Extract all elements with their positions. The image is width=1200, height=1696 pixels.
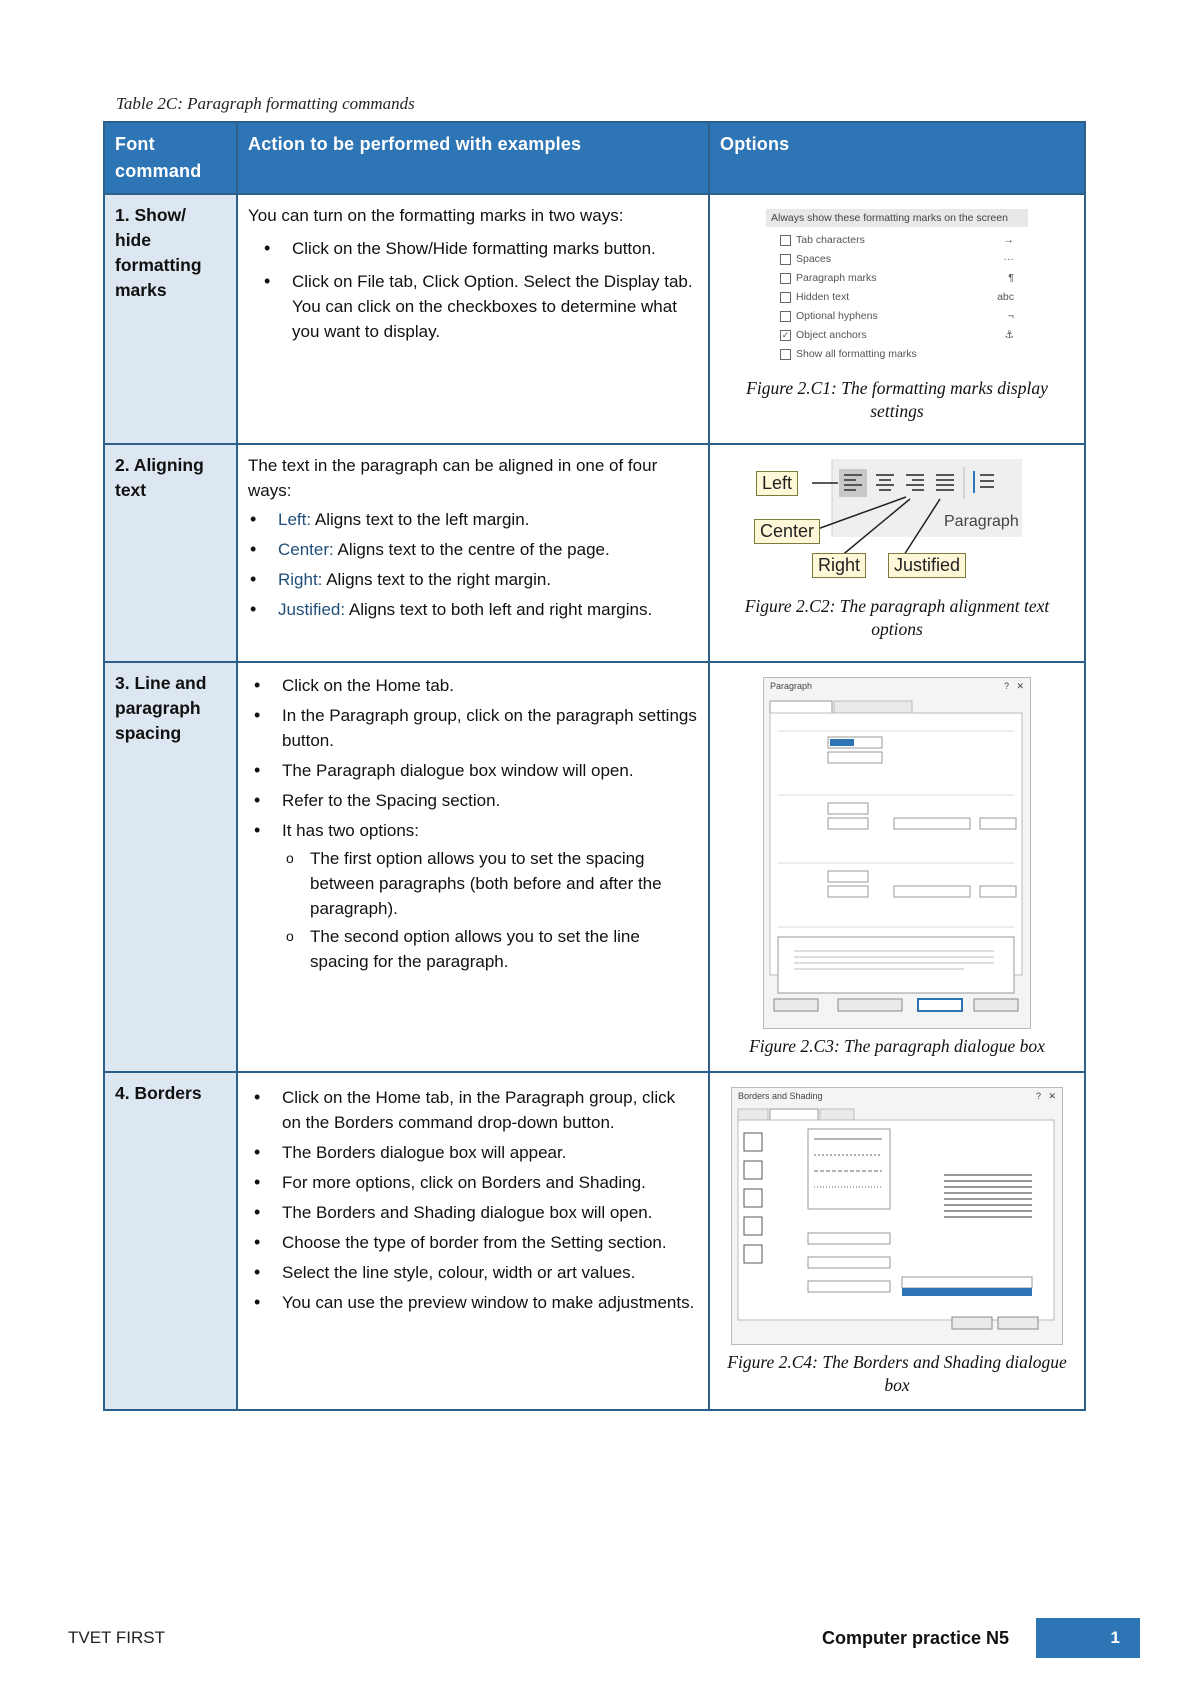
- figure-caption: Figure 2.C1: The formatting marks display settings: [746, 378, 1048, 421]
- alignment-ribbon-screenshot: [754, 459, 1040, 589]
- paragraph-dialog-screenshot: [763, 677, 1031, 1029]
- label-justified: Justified: [888, 553, 966, 578]
- paragraph-commands-table: [103, 121, 1086, 1411]
- table-row: [104, 1072, 1085, 1410]
- dialog-title: Paragraph: [770, 681, 813, 691]
- header-action: Action to be performed with examples: [237, 122, 709, 194]
- list-item: [278, 507, 698, 532]
- header-options: Options: [709, 122, 1085, 194]
- close-icon[interactable]: ? ✕: [1035, 1091, 1056, 1101]
- command-cell: 1. Show/ hide formatting marks: [104, 194, 237, 444]
- options-cell: [709, 662, 1085, 1072]
- list-item: • Select the line style, colour, width or art values.: [282, 1260, 698, 1285]
- action-cell: [237, 444, 709, 662]
- mark-symbol: ···: [1003, 253, 1014, 265]
- command-cell: 4. Borders: [104, 1072, 237, 1410]
- checkbox-icon[interactable]: [780, 292, 791, 303]
- options-cell: [709, 1072, 1085, 1410]
- dialog-body-drawing: [764, 695, 1028, 1015]
- figure-caption: Figure 2.C3: The paragraph dialogue box: [749, 1036, 1045, 1056]
- list-item: • Refer to the Spacing section.: [282, 788, 698, 813]
- list-item: [278, 567, 698, 592]
- mark-label: Show all formatting marks: [796, 348, 917, 360]
- list-item: • In the Paragraph group, click on the paragraph settings button.: [282, 703, 698, 753]
- mark-label: Tab characters: [796, 234, 865, 246]
- action-intro: The text in the paragraph can be aligned in one of four ways:: [248, 456, 658, 500]
- checkbox-icon[interactable]: [780, 349, 791, 360]
- align-keyword: Right:: [278, 570, 323, 589]
- shot-title: Always show these formatting marks on the screen: [766, 209, 1028, 227]
- sub-list-item: o The second option allows you to set the line spacing for the paragraph.: [310, 924, 698, 974]
- checkbox-icon[interactable]: [780, 235, 791, 246]
- list-item: • Click on the Show/Hide formatting marks button.: [292, 236, 698, 261]
- sub-list-item: o The first option allows you to set the spacing between paragraphs (both before and after the paragraph).: [310, 846, 698, 921]
- list-item: [278, 597, 698, 622]
- formatting-marks-screenshot: [766, 209, 1028, 371]
- align-desc: Aligns text to the centre of the page.: [333, 540, 610, 559]
- list-item: • Choose the type of border from the Setting section.: [282, 1230, 698, 1255]
- footer-book-title: Computer practice N5: [822, 1628, 1010, 1648]
- align-keyword: Justified:: [278, 600, 346, 619]
- mark-symbol: ¬: [1007, 310, 1014, 322]
- table-header-row: [104, 122, 1085, 194]
- label-right: Right: [812, 553, 866, 578]
- mark-label: Hidden text: [796, 291, 850, 303]
- table-row: [104, 194, 1085, 444]
- mark-label: Optional hyphens: [796, 310, 878, 322]
- header-font-command: Font command: [104, 122, 237, 194]
- align-keyword: Left:: [278, 510, 312, 529]
- checkbox-icon[interactable]: [780, 254, 791, 265]
- table-row: [104, 662, 1085, 1072]
- action-cell: [237, 1072, 709, 1410]
- command-cell: 3. Line and paragraph spacing: [104, 662, 237, 1072]
- list-item: • The Borders and Shading dialogue box will open.: [282, 1200, 698, 1225]
- label-center: Center: [754, 519, 820, 544]
- mark-label: Spaces: [796, 253, 832, 265]
- checkbox-icon[interactable]: [780, 311, 791, 322]
- list-item: • You can use the preview window to make adjustments.: [282, 1290, 698, 1315]
- figure-caption: Figure 2.C2: The paragraph alignment text options: [744, 596, 1050, 639]
- list-item: [282, 818, 698, 974]
- label-left: Left: [756, 471, 798, 496]
- checkbox-icon[interactable]: [780, 273, 791, 284]
- command-cell: 2. Aligning text: [104, 444, 237, 662]
- options-cell: [709, 444, 1085, 662]
- mark-symbol: abc: [997, 291, 1014, 303]
- action-intro: You can turn on the formatting marks in two ways:: [248, 206, 624, 225]
- mark-symbol: ⚓: [1004, 329, 1014, 341]
- borders-dialog-drawing: [732, 1105, 1060, 1339]
- align-desc: Aligns text to the right margin.: [322, 570, 552, 589]
- list-item: [278, 537, 698, 562]
- mark-symbol: ¶: [1008, 272, 1014, 284]
- mark-symbol: →: [1003, 234, 1014, 246]
- figure-caption: Figure 2.C4: The Borders and Shading dialogue box: [727, 1352, 1067, 1395]
- list-item: • For more options, click on Borders and Shading.: [282, 1170, 698, 1195]
- table-caption: Table 2C: Paragraph formatting commands: [116, 94, 415, 113]
- list-item: • The Paragraph dialogue box window will open.: [282, 758, 698, 783]
- align-desc: Aligns text to both left and right margins.: [345, 600, 653, 619]
- list-item: • Click on the Home tab, in the Paragraph group, click on the Borders command drop-down button.: [282, 1085, 698, 1135]
- close-icon[interactable]: ? ✕: [1003, 681, 1024, 691]
- list-item: • Click on the Home tab.: [282, 673, 698, 698]
- list-item-text: It has two options:: [282, 821, 420, 840]
- group-label: Paragraph: [944, 513, 1019, 530]
- mark-label: Object anchors: [796, 329, 867, 341]
- action-cell: [237, 194, 709, 444]
- options-cell: [709, 194, 1085, 444]
- align-keyword: Center:: [278, 540, 334, 559]
- mark-label: Paragraph marks: [796, 272, 877, 284]
- page-number: 1: [1036, 1618, 1140, 1658]
- footer-publisher: TVET FIRST: [68, 1628, 165, 1647]
- align-desc: Aligns text to the left margin.: [311, 510, 530, 529]
- borders-dialog-screenshot: [731, 1087, 1063, 1345]
- table-row: [104, 444, 1085, 662]
- checkbox-checked-icon[interactable]: ✓: [781, 329, 790, 340]
- action-cell: [237, 662, 709, 1072]
- list-item: • The Borders dialogue box will appear.: [282, 1140, 698, 1165]
- list-item: • Click on File tab, Click Option. Select the Display tab. You can click on the checkboxes to determine what you want to display.: [292, 269, 698, 344]
- dialog-title: Borders and Shading: [738, 1091, 823, 1101]
